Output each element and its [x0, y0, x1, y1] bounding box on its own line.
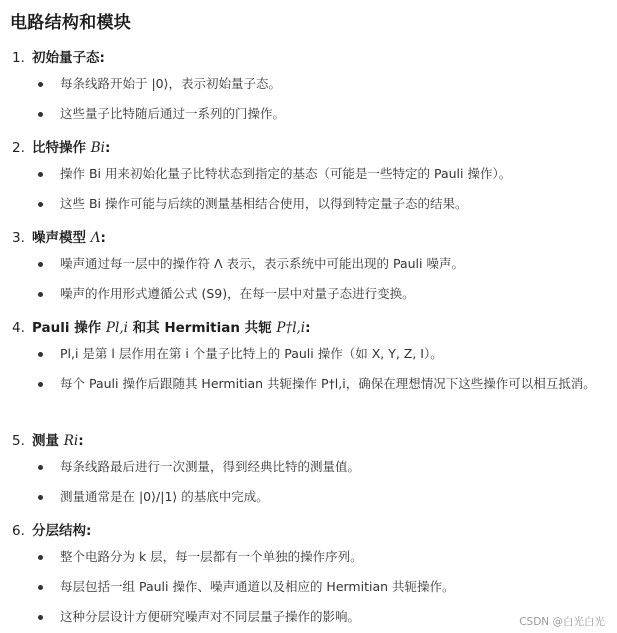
section-number: 5. [12, 433, 25, 449]
heading-suffix: : [104, 140, 111, 156]
heading-suffix: : [78, 433, 84, 449]
list-item-text: 这些 Bi 操作可能与后续的测量基相结合使用，以得到特定量子态的结果。 [60, 196, 468, 211]
list-item-text: 测量通常是在 |0⟩/|1⟩ 的基底中完成。 [60, 489, 269, 504]
section-number: 6. [12, 523, 25, 539]
bullet-icon [38, 465, 43, 470]
section-4-heading [12, 316, 311, 336]
list-item-text: Pl,i 是第 l 层作用在第 i 个量子比特上的 Pauli 操作（如 X, Y, Z, I）。 [60, 346, 443, 361]
heading-suffix: : [305, 320, 311, 336]
list-item-text: 每条线路开始于 |0⟩，表示初始量子态。 [60, 76, 282, 91]
list-item-text: 操作 Bi 用来初始化量子比特状态到指定的基态（可能是一些特定的 Pauli 操作）。 [60, 166, 512, 181]
bullet-icon [38, 615, 43, 620]
bullet-icon [38, 352, 43, 357]
bullet-icon [38, 262, 43, 267]
section-number: 2. [12, 140, 25, 156]
list-item [38, 486, 608, 508]
bullet-icon [38, 382, 43, 387]
bullet-icon [38, 202, 43, 207]
list-item-text: 噪声的作用形式遵循公式 (S9)，在每一层中对量子态进行变换。 [60, 286, 415, 301]
section-heading-text: 噪声模型 [32, 230, 86, 246]
list-item [38, 373, 608, 395]
section-6-heading [12, 519, 91, 539]
list-item [38, 576, 608, 598]
heading-suffix: : [100, 230, 106, 246]
list-item [38, 163, 608, 185]
list-item [38, 193, 608, 215]
heading-math: Pl,i [105, 320, 128, 336]
heading-math-2: P†l,i [276, 320, 306, 336]
page-title: 电路结构和模块 [10, 13, 132, 33]
list-item [38, 253, 608, 275]
section-5-heading [12, 429, 84, 449]
list-item [38, 456, 608, 478]
bullet-icon [38, 555, 43, 560]
list-item-text: 整个电路分为 k 层，每一层都有一个单独的操作序列。 [60, 549, 363, 564]
bullet-icon [38, 495, 43, 500]
bullet-icon [38, 112, 43, 117]
section-number: 3. [12, 230, 25, 246]
section-heading-text: 分层结构: [32, 523, 92, 539]
section-heading-text: 测量 [32, 433, 59, 449]
list-item [38, 283, 608, 305]
heading-math: Λ [90, 230, 101, 246]
list-item-text: 这些量子比特随后通过一系列的门操作。 [60, 106, 286, 121]
section-1-heading [12, 46, 105, 66]
section-2-heading [12, 136, 110, 156]
heading-mid-text: 和其 Hermitian 共轭 [132, 320, 272, 336]
list-item-text: 每层包括一组 Pauli 操作、噪声通道以及相应的 Hermitian 共轭操作。 [60, 579, 455, 594]
section-heading-text: 初始量子态: [32, 50, 105, 66]
bullet-icon [38, 585, 43, 590]
heading-math: Bi [90, 140, 105, 156]
list-item-text: 每个 Pauli 操作后跟随其 Hermitian 共轭操作 P†l,i，确保在理想情况下这些操作可以相互抵消。 [60, 376, 596, 391]
bullet-icon [38, 82, 43, 87]
section-heading-text: 比特操作 [32, 140, 86, 156]
section-heading-text: Pauli 操作 [32, 320, 102, 336]
list-item-text: 每条线路最后进行一次测量，得到经典比特的测量值。 [60, 459, 361, 474]
list-item [38, 546, 608, 568]
list-item-text: 这种分层设计方便研究噪声对不同层量子操作的影响。 [60, 609, 361, 624]
list-item [38, 73, 608, 95]
list-item [38, 103, 608, 125]
list-item [38, 343, 608, 365]
list-item-text: 噪声通过每一层中的操作符 Λ 表示，表示系统中可能出现的 Pauli 噪声。 [60, 256, 464, 271]
bullet-icon [38, 172, 43, 177]
section-3-heading [12, 226, 106, 246]
bullet-icon [38, 292, 43, 297]
section-number: 1. [12, 50, 25, 66]
section-number: 4. [12, 320, 25, 336]
watermark: CSDN @白光白光 [519, 616, 605, 628]
heading-math: Ri [63, 433, 79, 449]
